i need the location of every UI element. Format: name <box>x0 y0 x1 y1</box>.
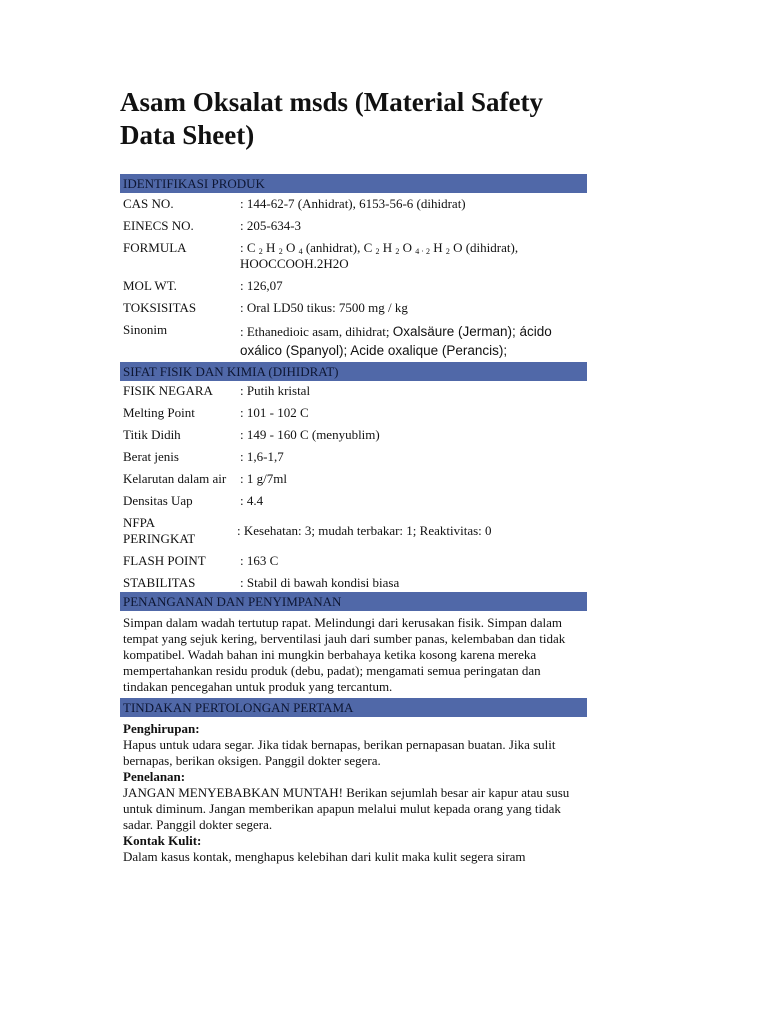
formula-part: O (dihidrat), <box>449 240 519 255</box>
row-sinonim <box>120 322 587 360</box>
formula-sub: 2 <box>375 247 380 256</box>
formula-sub: 4 · 2 <box>415 247 430 256</box>
row-label: STABILITAS <box>123 575 196 590</box>
sinonim-sans: Oxalsäure (Jerman); ácido oxálico (Spanyol); Acide oxalique (Perancis); <box>240 324 552 358</box>
penghirupan-text: Hapus untuk udara segar. Jika tidak bernapas, berikan pernapasan buatan. Jika sulit bernapas, berikan oksigen. Panggil dokter segera. <box>123 737 556 768</box>
row-value: : Stabil di bawah kondisi biasa <box>240 575 400 590</box>
row-label: Melting Point <box>123 405 195 420</box>
row-value: : Oral LD50 tikus: 7500 mg / kg <box>240 300 408 315</box>
sinonim-serif: : Ethanedioic asam, dihidrat; <box>240 324 393 339</box>
row-label: Titik Didih <box>123 427 181 442</box>
section-header-pertolongan: TINDAKAN PERTOLONGAN PERTAMA <box>120 698 587 717</box>
subheading-penghirupan: Penghirupan: <box>123 721 200 736</box>
row-einecs <box>120 218 587 234</box>
row-toksisitas <box>120 300 587 316</box>
row-value: : 1 g/7ml <box>240 471 287 486</box>
section-header-sifat: SIFAT FISIK DAN KIMIA (DIHIDRAT) <box>120 362 587 381</box>
formula-sub: 2 <box>258 247 263 256</box>
row-value: : 126,07 <box>240 278 283 293</box>
row-stabilitas <box>120 575 587 591</box>
row-value <box>240 322 587 360</box>
row-value: : 144-62-7 (Anhidrat), 6153-56-6 (dihidrat) <box>240 196 466 211</box>
formula-sub: 2 <box>278 247 283 256</box>
row-label: FISIK NEGARA <box>123 383 213 398</box>
row-value: : 163 C <box>240 553 279 568</box>
row-densitas-uap <box>120 493 587 509</box>
row-label: Sinonim <box>123 322 168 337</box>
pertolongan-body <box>120 717 587 865</box>
section-header-identifikasi: IDENTIFIKASI PRODUK <box>120 174 587 193</box>
row-value: : 4.4 <box>240 493 264 508</box>
penelanan-text: JANGAN MENYEBABKAN MUNTAH! Berikan sejumlah besar air kapur atau susu untuk diminum. Jangan memberikan apapun melalui mulut kepada orang yang tidak sadar. Panggil dokter segera. <box>123 785 570 832</box>
formula-part: H <box>379 240 396 255</box>
identifikasi-table <box>120 193 587 360</box>
page-title: Asam Oksalat msds (Material Safety Data Sheet) <box>120 87 543 150</box>
row-label: MOL WT. <box>123 278 177 293</box>
row-fisik-negara <box>120 383 587 399</box>
row-label: NFPA PERINGKAT <box>123 515 196 546</box>
row-value: : 101 - 102 C <box>240 405 309 420</box>
row-formula <box>120 240 587 272</box>
row-value: : Kesehatan: 3; mudah terbakar: 1; Reaktivitas: 0 <box>237 523 492 538</box>
row-label: Densitas Uap <box>123 493 193 508</box>
formula-sub: 4 <box>298 247 303 256</box>
row-berat-jenis <box>120 449 587 465</box>
section-header-penanganan: PENANGANAN DAN PENYIMPANAN <box>120 592 587 611</box>
penanganan-text: Simpan dalam wadah tertutup rapat. Melindungi dari kerusakan fisik. Simpan dalam tempat yang sejuk kering, berventilasi jauh dari sumber panas, kelembaban dan tidak kompatibel. Wadah bahan ini mungkin berbahaya ketika kosong karena mereka mempertahankan residu produk (debu, padat); mengamati semua peringatan dan tindakan pencegahan untuk produk yang tercantum. <box>123 615 566 694</box>
row-value: : 149 - 160 C (menyublim) <box>240 427 380 442</box>
formula-part: H <box>262 240 279 255</box>
row-kelarutan <box>120 471 587 487</box>
sifat-table <box>120 381 587 591</box>
row-label: FORMULA <box>123 240 187 255</box>
row-titik-didih <box>120 427 587 443</box>
row-nfpa <box>120 515 587 547</box>
formula-part: (anhidrat), C <box>302 240 376 255</box>
row-melting-point <box>120 405 587 421</box>
subheading-kontak-kulit: Kontak Kulit: <box>123 833 202 848</box>
formula-sub: 2 <box>445 247 450 256</box>
row-label: FLASH POINT <box>123 553 206 568</box>
row-label: Kelarutan dalam air <box>123 471 227 486</box>
formula-sub: 2 <box>395 247 400 256</box>
row-value: : 205-634-3 <box>240 218 302 233</box>
row-label: Berat jenis <box>123 449 179 464</box>
row-value: : 1,6-1,7 <box>240 449 284 464</box>
document-page <box>120 86 587 865</box>
row-molwt <box>120 278 587 294</box>
row-label: CAS NO. <box>123 196 174 211</box>
row-label: EINECS NO. <box>123 218 194 233</box>
formula-part: O <box>282 240 299 255</box>
subheading-penelanan: Penelanan: <box>123 769 186 784</box>
row-flash-point <box>120 553 587 569</box>
formula-line2: HOOCCOOH.2H2O <box>240 256 349 271</box>
row-value <box>240 240 587 272</box>
formula-part: O <box>399 240 416 255</box>
kontak-kulit-text: Dalam kasus kontak, menghapus kelebihan dari kulit maka kulit segera siram <box>123 849 526 864</box>
formula-part: : C <box>240 240 259 255</box>
row-cas <box>120 196 587 212</box>
row-label: TOKSISITAS <box>123 300 197 315</box>
formula-part: H <box>429 240 446 255</box>
row-value: : Putih kristal <box>240 383 311 398</box>
